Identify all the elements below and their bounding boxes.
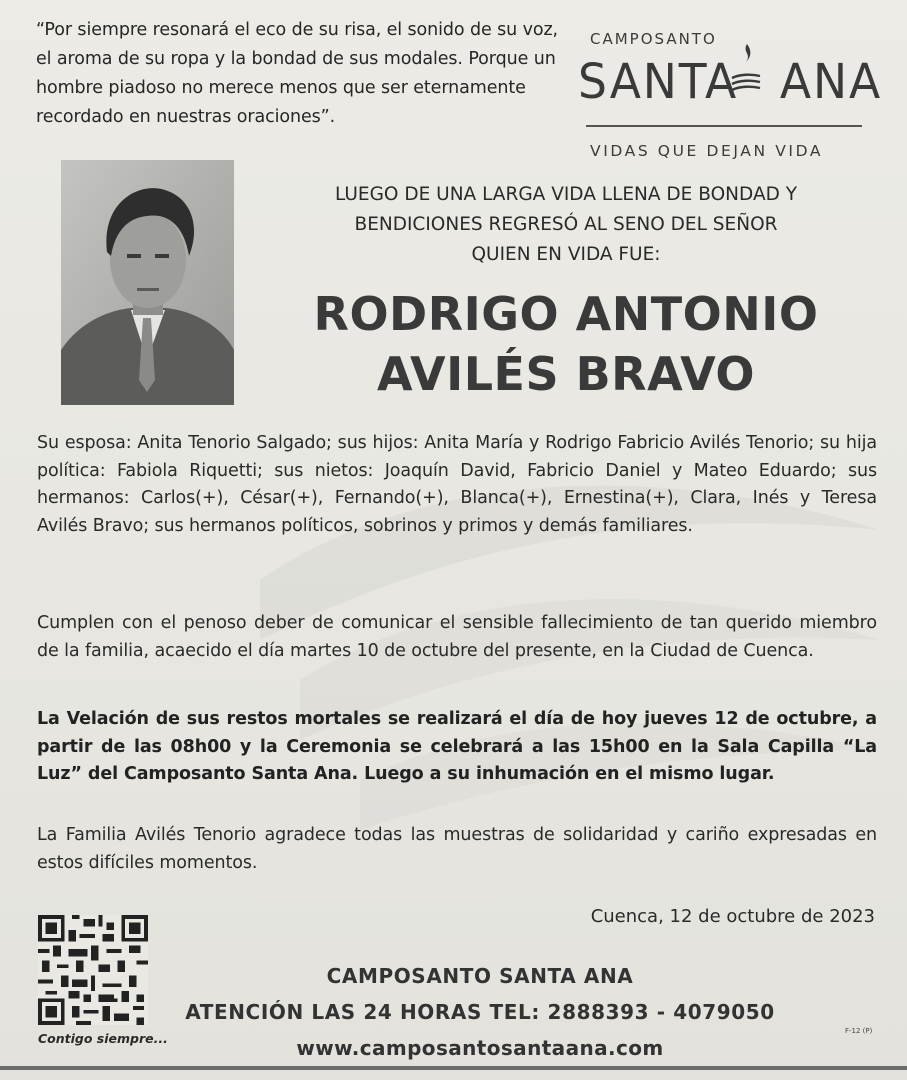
- thanks-paragraph: La Familia Avilés Tenorio agradece todas las muestras de solidaridad y cariño expresadas en estos difíciles momentos.: [37, 825, 877, 873]
- logo-name-right: ANA: [779, 54, 883, 110]
- memorial-quote: “Por siempre resonará el eco de su risa, el sonido de su voz, el aroma de su ropa y la bondad de sus modales. Porque un hombre piadoso no merece menos que ser eternamente recordado en nuestras oraciones”.: [36, 20, 559, 127]
- deceased-name-line: RODRIGO ANTONIO: [313, 287, 819, 341]
- deceased-name: [240, 284, 892, 404]
- qr-code[interactable]: [38, 915, 148, 1025]
- logo-top-text: CAMPOSANTO: [590, 30, 717, 48]
- footer-contact: [160, 958, 800, 1066]
- announcement-paragraph: Cumplen con el penoso deber de comunicar el sensible fallecimiento de tan querido miembro de la familia, acaecido el día martes 10 de octubre del presente, en la Ciudad de Cuenca.: [37, 613, 877, 661]
- date-line: Cuenca, 12 de octubre de 2023: [590, 906, 875, 927]
- intro-line: QUIEN EN VIDA FUE:: [471, 244, 661, 265]
- logo-name-left: SANTA: [578, 54, 739, 110]
- intro-line: BENDICIONES REGRESÓ AL SENO DEL SEÑOR: [354, 214, 778, 235]
- intro-text: [262, 180, 870, 270]
- deceased-name-line: AVILÉS BRAVO: [377, 347, 755, 401]
- camposanto-logo: [578, 28, 883, 168]
- logo-tagline: VIDAS QUE DEJAN VIDA: [590, 142, 824, 160]
- ceremony-paragraph: La Velación de sus restos mortales se realizará el día de hoy jueves 12 de octubre, a partir de las 08h00 y la Ceremonia se celebrará a las 15h00 en la Sala Capilla “La Luz” del Camposanto Santa Ana. Luego a su inhumación en el mismo lugar.: [37, 709, 877, 784]
- slogan: Contigo siempre...: [38, 1031, 168, 1046]
- logo-divider: [586, 125, 862, 127]
- portrait-photo: [61, 160, 234, 405]
- family-paragraph: Su esposa: Anita Tenorio Salgado; sus hijos: Anita María y Rodrigo Fabricio Avilés Tenorio; su hija política: Fabiola Riquetti; sus nietos: Joaquín David, Fabricio Daniel y Mateo Eduardo; sus hermanos: Carlos(+), César(+), Fernando(+), Blanca(+), Ernestina(+), Clara, Inés y Teresa Avilés Bravo; sus hermanos políticos, sobrinos y primos y demás familiares.: [37, 433, 877, 536]
- ad-code: F-12 (P): [845, 1027, 873, 1035]
- footer-website-link[interactable]: www.camposantosantaana.com: [296, 1036, 664, 1060]
- intro-line: LUEGO DE UNA LARGA VIDA LLENA DE BONDAD Y: [334, 184, 798, 205]
- flame-icon: [726, 40, 766, 100]
- footer-phone: ATENCIÓN LAS 24 HORAS TEL: 2888393 - 4079050: [185, 1000, 775, 1024]
- footer-company: CAMPOSANTO SANTA ANA: [326, 964, 634, 988]
- bottom-border: [0, 1066, 907, 1070]
